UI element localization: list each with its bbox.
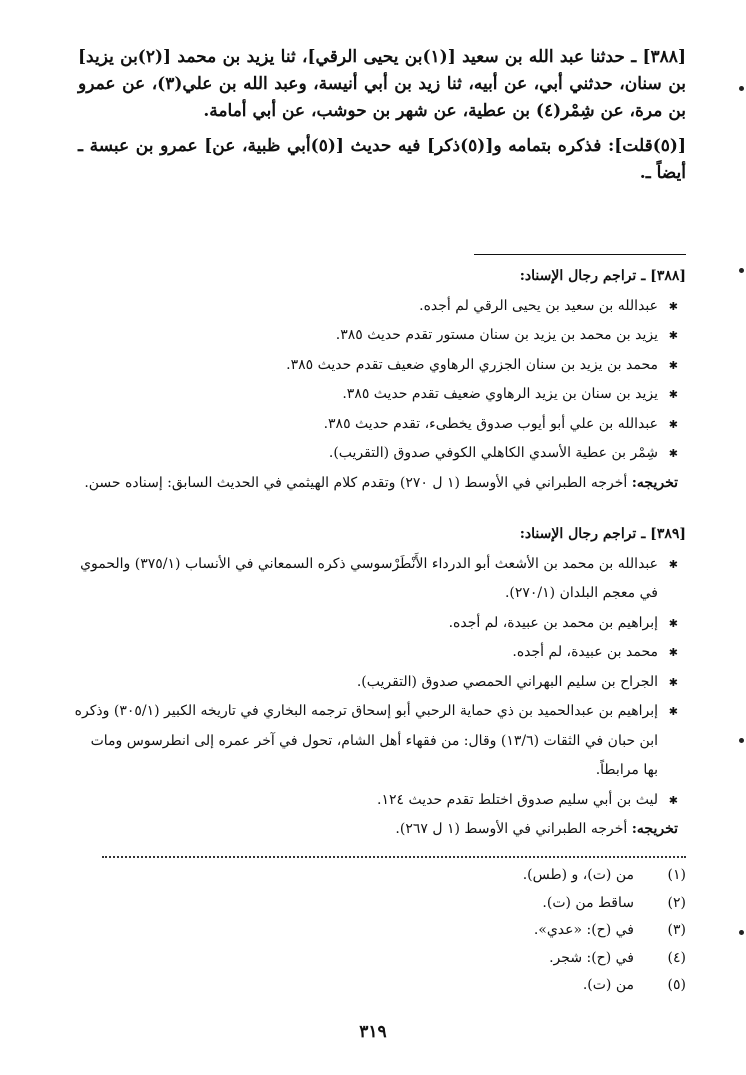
hadith-388-paragraph: [٣٨٨] ـ حدثنا عبد الله بن سعيد [(١)بن يحيى الرقي]، ثنا يزيد بن محمد [(٢)بن يزيد] بن سنان، حدثني أبي، عن أبيه، ثنا زيد بن أبي أنيسة، وعبد الله بن علي(٣)، عن عمرو بن مرة، عن شِمْر(٤) بن عطية، عن شهر بن حوشب، عن أبي أمامة. bbox=[78, 47, 686, 121]
narrator-entry: ✱ عبدالله بن محمد بن الأشعث أبو الدرداء الأَنْطَرْسوسي ذكره السمعاني في الأنساب (٣٧٥/١) والحموي في معجم البلدان (٢٧٠/١). bbox=[74, 550, 686, 609]
notes-388-heading: [٣٨٨] ـ تراجم رجال الإسناد: bbox=[519, 268, 686, 284]
takhrij-label: تخريجه: bbox=[631, 821, 678, 837]
scan-mark bbox=[739, 268, 744, 273]
scan-mark bbox=[739, 930, 744, 935]
footnote-text: من (ت). bbox=[582, 977, 634, 993]
footnotes bbox=[300, 862, 686, 1000]
footnote-text: في (ح): «عدي». bbox=[533, 922, 634, 938]
footnote bbox=[300, 972, 686, 1000]
footnote bbox=[300, 945, 686, 973]
narrator-entry: ✱ إبراهيم بن عبدالحميد بن ذي حماية الرحبي أبو إسحاق ترجمه البخاري في تاريخه الكبير (٣٠٥/١) وذكره ابن حبان في الثقات (١٣/٦) وقال: من فقهاء أهل الشام، تحول في آخر عمره إلى انطرسوس ومات بها مرابطاً. bbox=[74, 697, 686, 786]
scan-mark bbox=[739, 738, 744, 743]
notes-388 bbox=[74, 262, 686, 498]
footnote-number: (٣) bbox=[667, 922, 686, 938]
narrator-entry: ✱ إبراهيم بن محمد بن عبيدة، لم أجده. bbox=[74, 609, 686, 639]
narrator-entry: ✱ عبدالله بن علي أبو أيوب صدوق يخطىء، تقدم حديث ٣٨٥. bbox=[74, 410, 686, 440]
footnote bbox=[300, 890, 686, 918]
footnote-text: ساقط من (ت). bbox=[542, 894, 634, 911]
footnote-text: في (ح): شجر. bbox=[549, 949, 634, 966]
page-number: ٣١٩ bbox=[359, 1022, 387, 1042]
narrator-entry: ✱ عبدالله بن سعيد بن يحيى الرقي لم أجده. bbox=[74, 292, 686, 322]
takhrij-label: تخريجه: bbox=[631, 474, 678, 491]
scan-mark bbox=[739, 86, 744, 91]
hadith-388-remark: [(٥)قلت]: فذكره بتمامه و[(٥)ذكر] فيه حديث [(٥)أبي ظبية، عن] عمرو بن عبسة ـ أيضاً ـ. bbox=[78, 136, 687, 183]
footnote-text: من (ت)، و (طس). bbox=[522, 867, 634, 883]
footnote-number: (٥) bbox=[667, 977, 686, 993]
narrator-entry: ✱ ليث بن أبي سليم صدوق اختلط تقدم حديث ١٢٤. bbox=[74, 786, 686, 816]
takhrij-text: أخرجه الطبراني في الأوسط (١ ل ٢٦٧). bbox=[395, 821, 628, 837]
takhrij-text: أخرجه الطبراني في الأوسط (١ ل ٢٧٠) وتقدم كلام الهيثمي في الحديث السابق: إسناده حسن. bbox=[84, 474, 628, 491]
notes-389 bbox=[74, 520, 686, 845]
footnote-separator bbox=[102, 856, 686, 858]
footnote bbox=[300, 862, 686, 890]
narrator-entry: ✱ يزيد بن محمد بن يزيد بن سنان مستور تقدم حديث ٣٨٥. bbox=[74, 321, 686, 351]
footnote bbox=[300, 917, 686, 945]
footnote-number: (٤) bbox=[667, 949, 686, 966]
takhrij-389 bbox=[74, 815, 686, 845]
narrator-entry: ✱ يزيد بن سنان بن يزيد الرهاوي ضعيف تقدم حديث ٣٨٥. bbox=[74, 380, 686, 410]
narrator-entry: ✱ شِمْر بن عطية الأسدي الكاهلي الكوفي صدوق (التقريب). bbox=[74, 439, 686, 469]
narrator-entry: ✱ الجراح بن سليم البهراني الحمصي صدوق (التقريب). bbox=[74, 668, 686, 698]
notes-389-heading: [٣٨٩] ـ تراجم رجال الإسناد: bbox=[519, 526, 686, 542]
narrator-entry: ✱ محمد بن عبيدة، لم أجده. bbox=[74, 638, 686, 668]
narrator-entry: ✱ محمد بن يزيد بن سنان الجزري الرهاوي ضعيف تقدم حديث ٣٨٥. bbox=[74, 351, 686, 381]
footnote-number: (٢) bbox=[667, 894, 686, 911]
hadith-text bbox=[78, 44, 686, 187]
footnote-number: (١) bbox=[667, 867, 686, 883]
takhrij-388 bbox=[74, 469, 686, 499]
separator-rule bbox=[474, 254, 686, 255]
